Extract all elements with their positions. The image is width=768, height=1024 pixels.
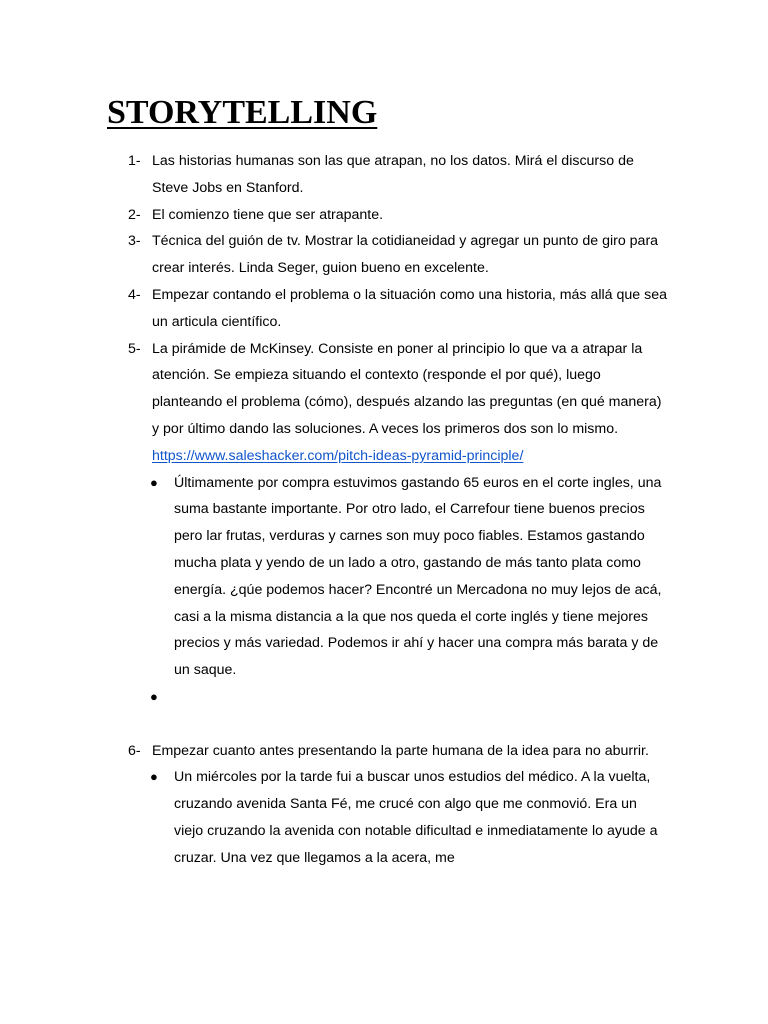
list-marker: 4- <box>128 286 141 303</box>
bullet-icon: ● <box>150 688 158 704</box>
list-item-text: Técnica del guión de tv. Mostrar la cotidianeidad y agregar un punto de giro para crear interés. Linda Seger, guion bueno en excelente. <box>152 233 659 277</box>
list-item-4 <box>0 282 672 336</box>
list-item-text: Empezar cuanto antes presentando la parte humana de la idea para no aburrir. <box>152 742 649 759</box>
list-marker: 6- <box>128 742 141 759</box>
list-item-3 <box>0 228 672 282</box>
list-item-text: Empezar contando el problema o la situación como una historia, más allá que sea un articula científico. <box>152 286 667 330</box>
bullet-icon: ● <box>150 474 158 490</box>
list-marker: 1- <box>128 153 141 169</box>
list-item-5 <box>0 336 672 470</box>
bullet-item-text: Últimamente por compra estuvimos gastando 65 euros en el corte ingles, una suma bastante importante. Por otro lado, el Carrefour tiene buenos precios pero lar frutas, verduras y carnes son muy poco fiables. Estamos gastando mucha plata y yendo de un lado a otro, gastando de más tanto plata como energía. ¿qúe podemos hacer? Encontré un Mercadona no muy lejos de acá, casi a la misma distancia a la que nos queda el corte inglés y tiene mejores precios y más variedad. Podemos ir ahí y hacer una compra más barata y de un saque. <box>174 474 662 679</box>
list-item-1 <box>0 148 672 202</box>
numbered-list <box>0 148 768 872</box>
bullet-item-5-1 <box>0 470 664 684</box>
list-item-text: Las historias humanas son las que atrapan, no los datos. Mirá el discurso de Steve Jobs en Stanford. <box>152 153 634 196</box>
paragraph-gap <box>0 711 768 738</box>
list-item-text: El comienzo tiene que ser atrapante. <box>152 206 384 223</box>
document-title: STORYTELLING <box>107 94 378 131</box>
pyramid-principle-link[interactable]: https://www.saleshacker.com/pitch-ideas-pyramid-principle/ <box>152 447 524 464</box>
bullet-item-5-2 <box>0 684 664 711</box>
list-item-2 <box>0 202 672 229</box>
list-marker: 2- <box>128 206 141 223</box>
bullet-item-6-1 <box>0 764 664 871</box>
list-item-6 <box>0 738 672 765</box>
bullet-icon: ● <box>150 769 158 785</box>
bullet-item-text: Un miércoles por la tarde fui a buscar unos estudios del médico. A la vuelta, cruzando avenida Santa Fé, me crucé con algo que me conmovió. Era un viejo cruzando la avenida con notable dificultad e inmediatamente lo ayude a cruzar. Una vez que llegamos a la acera, me <box>174 769 658 866</box>
list-marker: 5- <box>128 340 141 357</box>
list-item-text: La pirámide de McKinsey. Consiste en poner al principio lo que va a atrapar la atención. Se empieza situando el contexto (responde el por qué), luego planteando el problema (cómo), después alzando las preguntas (en qué manera) y por último dando las soluciones. A veces los primeros dos son lo mismo. <box>152 340 662 437</box>
list-marker: 3- <box>128 233 141 250</box>
